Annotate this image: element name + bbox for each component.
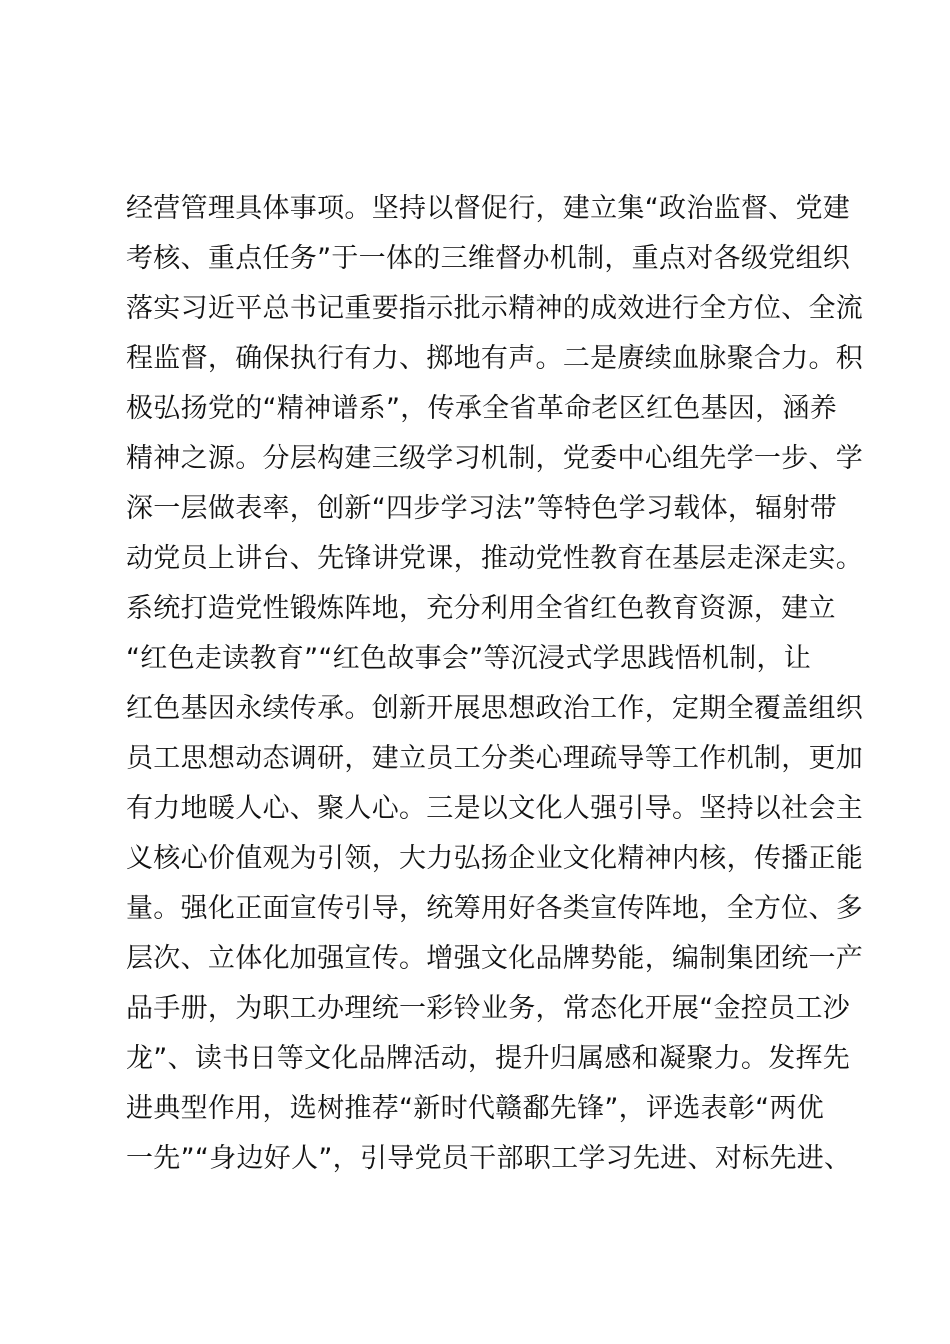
text-line: 量。强化正面宣传引导，统筹用好各类宣传阵地，全方位、多 [126,893,864,924]
text-line: 程监督，确保执行有力、掷地有声。二是赓续血脉聚合力。积 [126,343,864,374]
text-line: 员工思想动态调研，建立员工分类心理疏导等工作机制，更加 [126,743,864,774]
text-line: 一先”“身边好人”，引导党员干部职工学习先进、对标先进、 [126,1143,852,1174]
text-line: 进典型作用，选树推荐“新时代赣鄱先锋”，评选表彰“两优 [126,1093,825,1124]
text-line: “红色走读教育”“红色故事会”等沉浸式学思践悟机制，让 [126,643,812,674]
text-line: 深一层做表率，创新“四步学习法”等特色学习载体，辐射带 [126,493,838,524]
text-line: 精神之源。分层构建三级学习机制，党委中心组先学一步、学 [126,443,864,474]
text-line: 义核心价值观为引领，大力弘扬企业文化精神内核，传播正能 [126,843,864,874]
body-text [126,184,866,1184]
text-line: 层次、立体化加强宣传。增强文化品牌势能，编制集团统一产 [126,943,864,974]
text-line: 经营管理具体事项。坚持以督促行，建立集“政治监督、党建 [126,193,851,224]
text-line: 极弘扬党的“精神谱系”，传承全省革命老区红色基因，涵养 [126,393,838,424]
text-line: 动党员上讲台、先锋讲党课，推动党性教育在基层走深走实。 [126,543,864,574]
text-line: 龙”、读书日等文化品牌活动，提升归属感和凝聚力。发挥先 [126,1043,851,1074]
text-line: 红色基因永续传承。创新开展思想政治工作，定期全覆盖组织 [126,693,864,724]
text-line: 品手册，为职工办理统一彩铃业务，常态化开展“金控员工沙 [126,993,851,1024]
text-line: 考核、重点任务”于一体的三维督办机制，重点对各级党组织 [126,243,851,274]
text-line: 系统打造党性锻炼阵地，充分利用全省红色教育资源，建立 [126,593,836,624]
text-line: 有力地暖人心、聚人心。三是以文化人强引导。坚持以社会主 [126,793,864,824]
text-line: 落实习近平总书记重要指示批示精神的成效进行全方位、全流 [126,293,864,324]
